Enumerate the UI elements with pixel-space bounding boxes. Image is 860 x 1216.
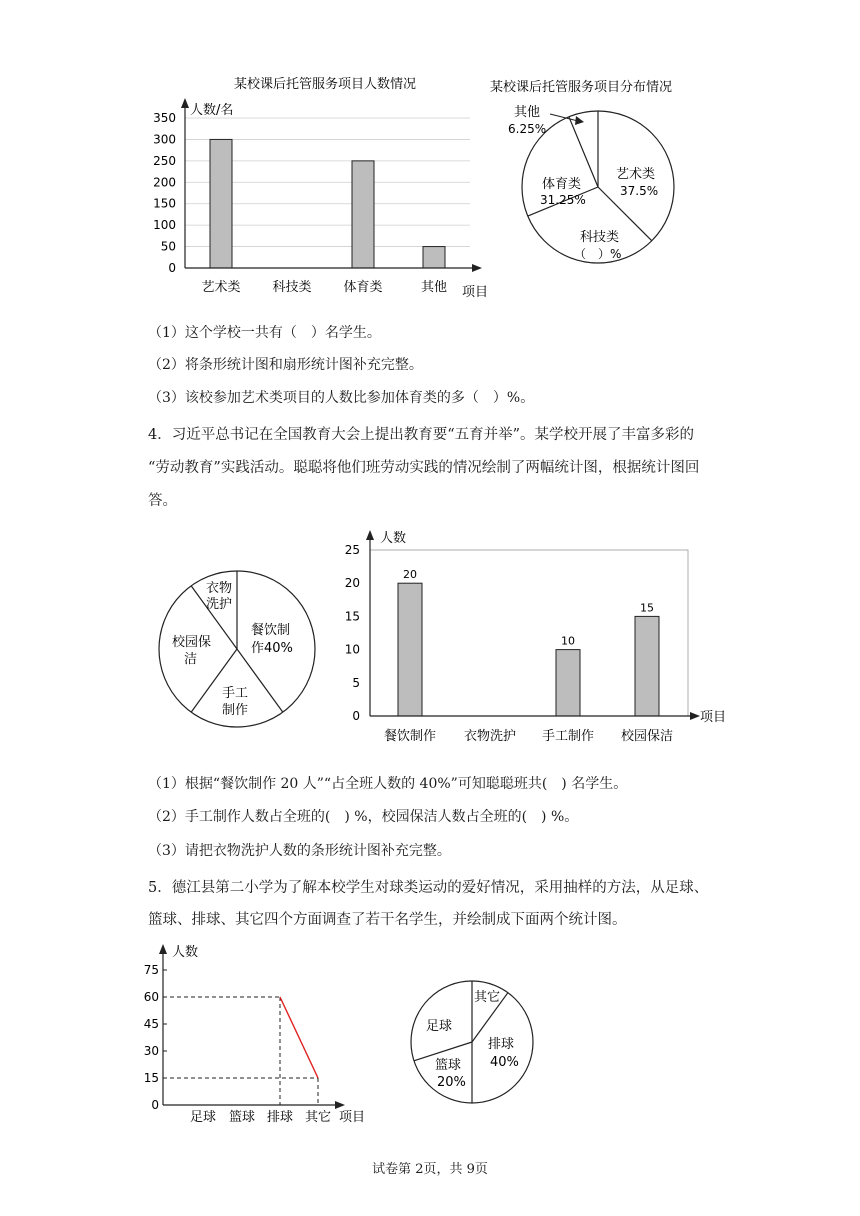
- bar-2: [556, 650, 580, 716]
- bar-value-label: 15: [640, 601, 654, 615]
- x-category-label: 艺术类: [201, 280, 241, 295]
- question-4-1: （1）根据“餐饮制作 20 人”“占全班人数的 40%”可知聪聪班共( ) 名学生。: [148, 776, 628, 792]
- y-tick-label: 30: [143, 1044, 159, 1058]
- pie-label-other: 其他: [514, 105, 541, 120]
- chart-title: 某校课后托管服务项目分布情况: [489, 80, 673, 95]
- x-category-label: 体育类: [343, 280, 383, 295]
- question-4-stem-line1: 4．习近平总书记在全国教育大会上提出教育要“五育并举”。某学校开展了丰富多彩的: [148, 427, 695, 443]
- chart-title: 某校课后托管服务项目人数情况: [233, 77, 417, 92]
- question-3-2: （2）将条形统计图和扇形统计图补充完整。: [148, 357, 423, 373]
- x-axis-label: 项目: [339, 1110, 366, 1125]
- y-tick-label: 25: [344, 543, 360, 557]
- bar-value-label: 20: [403, 568, 417, 582]
- pie-pct-volleyball: 40%: [490, 1055, 519, 1070]
- y-tick-label: 250: [153, 153, 176, 168]
- y-tick-label: 350: [153, 111, 176, 125]
- y-tick-label: 50: [160, 239, 176, 254]
- pie-pct-sport: 31.25%: [540, 193, 586, 207]
- y-axis-arrow: [159, 944, 167, 954]
- bar-3: [423, 247, 445, 268]
- pie-label-campus: 洁: [184, 652, 198, 667]
- y-tick-label: 15: [344, 609, 360, 624]
- pie-label-basketball: 篮球: [435, 1058, 462, 1073]
- pie-chart-service-distribution: [478, 70, 698, 285]
- pie-chart-labor-practice: [158, 570, 318, 730]
- y-axis-arrow: [181, 98, 189, 108]
- line-chart-ball-sports: [140, 940, 380, 1125]
- pie-label-food: 餐饮制: [251, 623, 291, 638]
- pie-label-food: 作40%: [251, 641, 293, 656]
- pie-label-craft: 手工: [222, 686, 249, 701]
- pointer-arrow: [575, 116, 584, 125]
- x-category-label: 餐饮制作: [383, 729, 437, 744]
- question-3-1: （1）这个学校一共有（ ）名学生。: [148, 325, 381, 341]
- bar-chart-labor-practice: [340, 528, 740, 753]
- x-category-label: 其它: [304, 1110, 332, 1125]
- bar-0: [398, 583, 422, 716]
- pie-label-art: 艺术类: [616, 167, 656, 182]
- y-tick-label: 75: [143, 963, 159, 977]
- y-tick-label: 20: [344, 576, 360, 591]
- x-category-label: 校园保洁: [620, 729, 674, 744]
- y-tick-label: 45: [143, 1017, 159, 1031]
- pie-label-craft: 制作: [222, 703, 249, 718]
- pie-label-other: 其它: [474, 990, 501, 1005]
- bar-value-label: 10: [561, 634, 575, 648]
- y-tick-label: 0: [151, 1098, 159, 1112]
- x-category-label: 篮球: [228, 1110, 256, 1125]
- y-axis-label: 人数: [172, 945, 199, 960]
- pie-label-tech: 科技类: [580, 230, 620, 245]
- pie-label-clothes: 衣物: [206, 581, 233, 596]
- pie-label-football: 足球: [426, 1019, 453, 1034]
- x-category-label: 足球: [189, 1110, 217, 1125]
- x-axis-label: 项目: [462, 285, 489, 300]
- y-tick-label: 5: [352, 675, 360, 690]
- bar-chart-service-count: [140, 70, 490, 305]
- y-axis-label: 人数: [380, 531, 407, 546]
- y-tick-label: 0: [352, 709, 360, 723]
- x-category-label: 手工制作: [541, 729, 595, 744]
- pie-pct-basketball: 20%: [437, 1075, 466, 1090]
- x-axis-arrow: [690, 712, 700, 720]
- question-4-stem-line3: 答。: [148, 493, 177, 509]
- pie-pct-art: 37.5%: [620, 184, 659, 198]
- y-tick-label: 100: [153, 218, 176, 233]
- y-tick-label: 0: [168, 261, 176, 275]
- page-footer: 试卷第 2页，共 9页: [372, 1162, 488, 1177]
- pie-label-clothes: 洗护: [206, 597, 233, 612]
- pie-label-sport: 体育类: [542, 177, 582, 192]
- x-category-label: 科技类: [272, 280, 312, 295]
- x-category-label: 其他: [420, 280, 448, 295]
- question-3-3: （3）该校参加艺术类项目的人数比参加体育类的多（ ）%。: [148, 390, 535, 406]
- question-4-3: （3）请把衣物洗护人数的条形统计图补充完整。: [148, 843, 451, 859]
- bar-0: [210, 139, 232, 268]
- bar-2: [352, 161, 374, 268]
- y-tick-label: 300: [153, 132, 176, 147]
- pie-pct-other: 6.25%: [508, 122, 547, 136]
- x-axis-arrow: [335, 1101, 345, 1109]
- bar-3: [635, 616, 659, 716]
- y-tick-label: 60: [143, 990, 159, 1004]
- pie-label-campus: 校园保: [172, 635, 212, 650]
- y-tick-label: 200: [153, 175, 176, 190]
- x-category-label: 衣物洗护: [463, 729, 517, 744]
- x-category-label: 排球: [266, 1110, 294, 1125]
- pie-chart-ball-sports: [410, 980, 540, 1110]
- y-axis-arrow: [366, 530, 374, 540]
- pie-label-volleyball: 排球: [488, 1037, 515, 1052]
- y-tick-label: 10: [344, 642, 360, 657]
- y-tick-label: 150: [153, 196, 176, 211]
- question-5-stem-line1: 5．德江县第二小学为了解本校学生对球类运动的爱好情况，采用抽样的方法，从足球、: [148, 880, 709, 896]
- data-line: [280, 997, 318, 1078]
- question-4-2: （2）手工制作人数占全班的( ) %，校园保洁人数占全班的( ) %。: [148, 809, 579, 825]
- pie-pct-tech: （ ）%: [574, 247, 622, 261]
- y-tick-label: 15: [143, 1071, 159, 1085]
- x-axis-label: 项目: [700, 710, 727, 725]
- question-5-stem-line2: 篮球、排球、其它四个方面调查了若干名学生，并绘制成下面两个统计图。: [148, 912, 627, 928]
- question-4-stem-line2: “劳动教育”实践活动。聪聪将他们班劳动实践的情况绘制了两幅统计图，根据统计图回: [148, 460, 700, 476]
- y-axis-label: 人数/名: [190, 103, 234, 118]
